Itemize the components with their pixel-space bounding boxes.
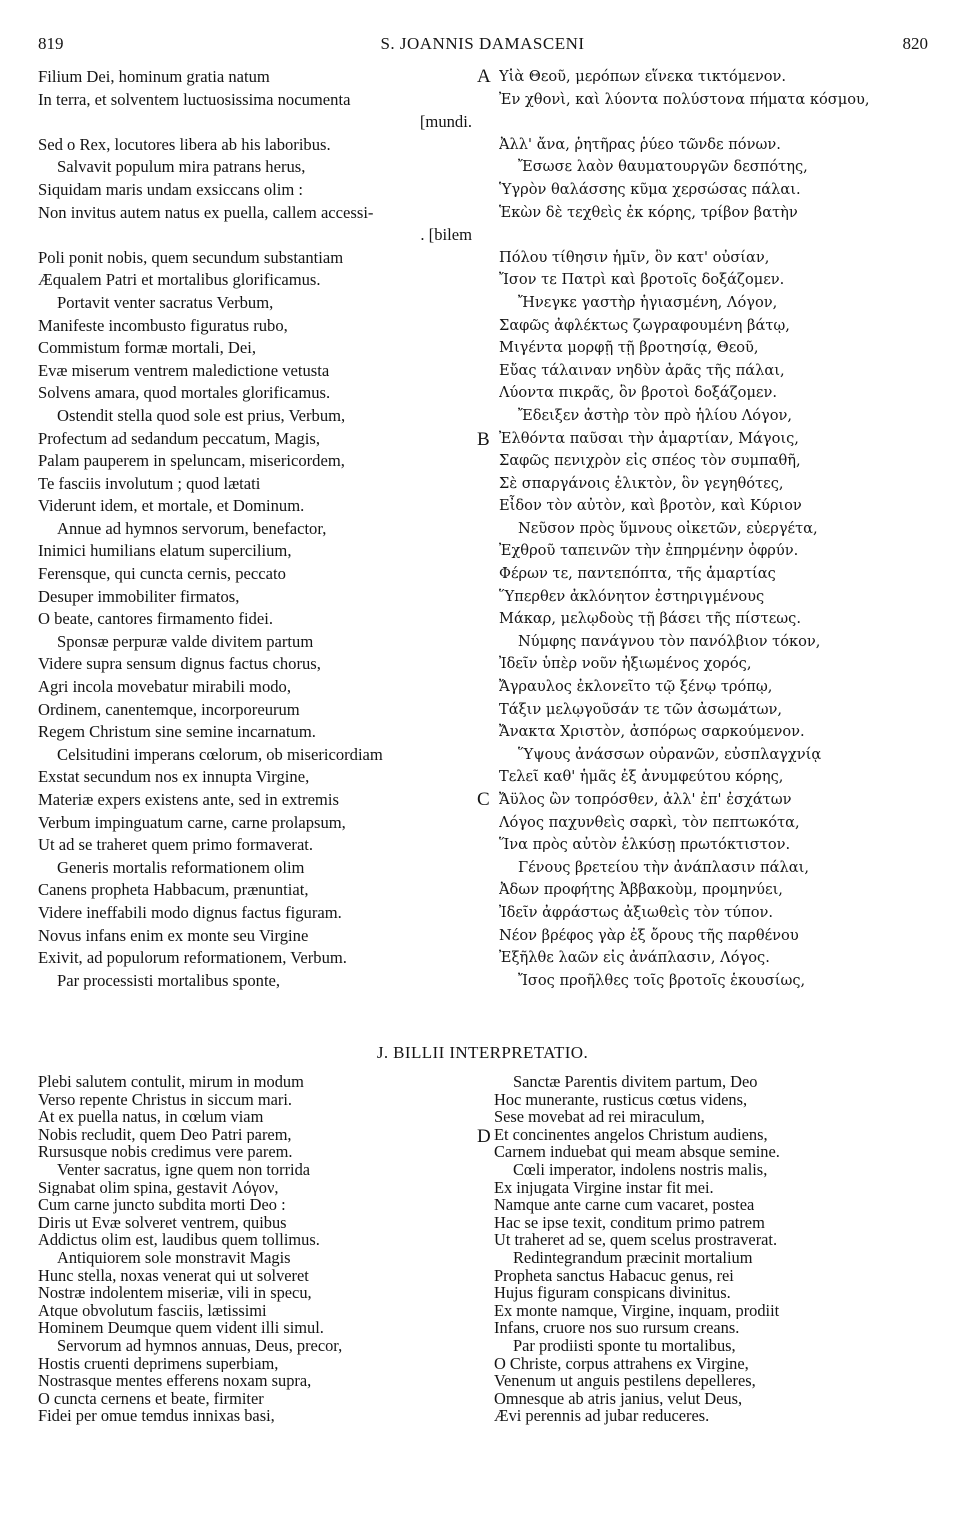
greek-verse-line: Ἤνεγκε γαστὴρ ἡγιασμένη, Λόγον, xyxy=(518,293,778,311)
verse-line: Et concinentes angelos Christum audiens, xyxy=(494,1125,768,1144)
verse-line: Celsitudini imperans cœlorum, ob misericordiam xyxy=(57,744,383,764)
greek-verse-line: Λόγος παχυνθεὶς σαρκὶ, τὸν πεπτωκότα, xyxy=(499,813,800,831)
verse-line: Hunc stella, noxas venerat qui ut solveret xyxy=(38,1266,309,1285)
verse-line: Annue ad hymnos servorum, benefactor, xyxy=(57,518,327,538)
verse-line: Carnem induebat qui meam absque semine. xyxy=(494,1143,780,1161)
greek-verse-line: Τάξιν μελῳγοῦσάν τε τῶν ἀσωμάτων, xyxy=(499,700,783,718)
greek-verse-line: Μιγέντα μορφῇ τῇ βροτησίᾳ, Θεοῦ, xyxy=(499,339,759,357)
page-header xyxy=(0,34,965,56)
verse-line: Exivit, ad populorum reformationem, Verbum. xyxy=(38,948,347,968)
verse-line: Æqualem Patri et mortalibus glorificamus. xyxy=(38,270,321,290)
greek-text-column xyxy=(499,66,929,992)
verse-line: Inimici humilians elatum supercilium, xyxy=(38,541,292,561)
verse-line: . [bilem xyxy=(420,225,472,245)
margin-marker-b: B xyxy=(477,429,490,450)
verse-line: Sanctæ Parentis divitem partum, Deo xyxy=(513,1073,758,1091)
greek-verse-line: Ἄνακτα Χριστὸν, ἀσπόρως σαρκούμενον. xyxy=(499,723,805,741)
greek-verse-line: Μάκαρ, μελῳδοὺς τῇ βάσει τῆς πίστεως. xyxy=(499,610,801,628)
verse-line: Redintegrandum præcinit mortalium xyxy=(513,1248,753,1267)
verse-line: Ut traheret ad se, quem scelus prostraverat. xyxy=(494,1231,778,1249)
verse-line: Sponsæ perpuræ valde divitem partum xyxy=(57,631,314,651)
verse-line: Addictus olim est, laudibus quem tollimus. xyxy=(38,1231,320,1249)
greek-verse-line: Εὔας τάλαιναν νηδὺν ἀρᾶς τῆς πάλαι, xyxy=(499,361,785,379)
margin-marker-d: D xyxy=(477,1126,491,1147)
greek-verse-line: Ἐν χθονὶ, καὶ λύοντα πολύστονα πήματα κόσμου, xyxy=(499,90,870,108)
verse-line: Novus infans enim ex monte seu Virgine xyxy=(38,925,309,945)
verse-line: Omnesque ab atris janius, velut Deus, xyxy=(494,1389,743,1408)
verse-line: Commistum formæ mortali, Dei, xyxy=(38,338,257,358)
verse-line: Signabat olim spina, gestavit Λόγον, xyxy=(38,1178,279,1197)
greek-verse-line: Ἑκὼν δὲ τεχθεὶς ἐκ κόρης, τρίβον βατὴν xyxy=(499,203,798,221)
greek-verse-line: Ἵνα πρὸς αὐτὸν ἑλκύσῃ πρωτόκτιστον. xyxy=(499,836,791,854)
verse-line: Agri incola movebatur mirabili modo, xyxy=(38,677,291,697)
verse-line: Manifeste incombusto figuratus rubo, xyxy=(38,315,288,335)
margin-marker-a: A xyxy=(477,66,491,87)
verse-line: Non invitus autem natus ex puella, callem accessi- xyxy=(38,202,374,222)
verse-line: Par processisti mortalibus sponte, xyxy=(57,970,281,990)
verse-line: Par prodiisti sponte tu mortalibus, xyxy=(513,1336,736,1355)
greek-verse-line: Ἐλθόντα παῦσαι τὴν ἁμαρτίαν, Μάγοις, xyxy=(499,429,799,447)
verse-line: Videre supra sensum dignus factus chorus, xyxy=(38,654,321,674)
section-heading: J. BILLII INTERPRETATIO. xyxy=(376,1043,589,1062)
verse-line: Plebi salutem contulit, mirum in modum xyxy=(38,1073,304,1091)
greek-verse-line: Ὕπερθεν ἀκλόνητον ἐστηριγμένους xyxy=(499,587,765,605)
greek-verse-line: Υἱὰ Θεοῦ, μερόπων εἵνεκα τικτόμενον. xyxy=(499,68,787,85)
greek-verse-line: Ἀδων προφήτης Ἀββακοὺμ, προμηνύει, xyxy=(499,881,783,899)
verse-line: Portavit venter sacratus Verbum, xyxy=(57,292,274,312)
billius-right-column xyxy=(494,1073,934,1425)
verse-line: Diris ut Evæ solveret ventrem, quibus xyxy=(38,1213,287,1232)
verse-line: Hostis cruenti deprimens superbiam, xyxy=(38,1354,279,1373)
greek-verse-line xyxy=(499,111,929,134)
greek-verse-line: Ὕψους ἀνάσσων οὐρανῶν, εὐσπλαγχνίᾳ xyxy=(518,745,822,763)
verse-line: Salvavit populum mira patrans herus, xyxy=(57,157,306,177)
verse-line: Verso repente Christus in siccum mari. xyxy=(38,1090,292,1109)
running-title: S. JOANNIS DAMASCENI xyxy=(380,34,585,53)
verse-line: Verbum impinguatum carne, carne prolapsum, xyxy=(38,812,346,832)
verse-line: Atque obvolutum fasciis, lætissimi xyxy=(38,1301,267,1320)
verse-line: Hujus figuram conspicans divinitus. xyxy=(494,1284,731,1302)
verse-line: Nostræ indolentem miseriæ, vili in specu, xyxy=(38,1284,312,1302)
verse-line: Fidei per omue temdus innixas basi, xyxy=(38,1407,275,1425)
greek-verse-line: Ἴσος προῆλθες τοῖς βροτοῖς ἑκουσίως, xyxy=(518,971,806,989)
verse-line: Desuper immobiliter firmatos, xyxy=(38,586,240,606)
page-number-left: 819 xyxy=(38,34,64,53)
greek-verse-line: Ὑγρὸν θαλάσσης κῦμα χερσώσας πάλαι. xyxy=(499,180,801,198)
verse-line: Materiæ expers existens ante, sed in extremis xyxy=(38,790,339,809)
verse-line: Ex injugata Virgine instar fit mei. xyxy=(494,1178,714,1197)
greek-verse-line: Λύοντα πικρᾶς, ὃν βροτοὶ δοξάζομεν. xyxy=(499,384,777,402)
verse-line: Nobis recludit, quem Deo Patri parem, xyxy=(38,1125,292,1144)
verse-line: Ordinem, canentemque, incorporeurum xyxy=(38,699,300,719)
verse-line: Te fasciis involutum ; quod lætati xyxy=(38,473,261,493)
verse-line: Ævi perennis ad jubar reduceres. xyxy=(494,1407,710,1425)
greek-verse-line: Φέρων τε, παντεπόπτα, τῆς ἁμαρτίας xyxy=(499,565,776,583)
greek-verse-line: Ἰδεῖν ὑπὲρ νοῦν ἠξιωμένος χορός, xyxy=(499,655,752,673)
greek-verse-line: Ἄγραυλος ἐκλονεῖτο τῷ ξένῳ τρόπῳ, xyxy=(499,678,773,696)
verse-line: Videre ineffabili modo dignus factus figuram. xyxy=(38,902,342,922)
margin-marker-c: C xyxy=(477,789,490,810)
latin-translation-column xyxy=(38,66,472,992)
verse-line: Regem Christum sine semine incarnatum. xyxy=(38,722,316,742)
verse-line: Ut ad se traheret quem primo formaverat. xyxy=(38,835,314,855)
greek-verse-line xyxy=(499,224,929,247)
greek-verse-line: Ἔδειξεν ἀστὴρ τὸν πρὸ ἡλίου Λόγον, xyxy=(518,406,793,424)
verse-line: Propheta sanctus Habacuc genus, rei xyxy=(494,1266,734,1285)
verse-line: Palam pauperem in speluncam, misericordem, xyxy=(38,451,345,471)
verse-line: Cœli imperator, indolens nostris malis, xyxy=(513,1160,768,1179)
verse-line: In terra, et solventem luctuosissima nocumenta xyxy=(38,89,351,109)
greek-verse-line: Νύμφης πανάγνου τὸν πανόλβιον τόκον, xyxy=(518,632,821,650)
verse-line: Ostendit stella quod sole est prius, Verbum, xyxy=(57,405,346,425)
verse-line: Hoc munerante, rusticus cœtus videns, xyxy=(494,1090,748,1109)
verse-line: Hominem Deumque quem vident illi simul. xyxy=(38,1319,324,1337)
verse-line: Namque ante carne cum vacaret, postea xyxy=(494,1196,755,1214)
greek-verse-line: Ἐξῆλθε λαῶν εἰς ἀνάπλασιν, Λόγος. xyxy=(499,949,770,967)
greek-verse-line: Νέον βρέφος γὰρ ἐξ ὄρους τῆς παρθένου xyxy=(499,926,799,944)
verse-line: O cuncta cernens et beate, firmiter xyxy=(38,1389,264,1408)
greek-verse-line: Νεῦσον πρὸς ὕμνους οἰκετῶν, εὐεργέτα, xyxy=(518,519,818,537)
verse-line: Infans, cruore nos suo rursum creans. xyxy=(494,1319,740,1337)
greek-verse-line: Ἄϋλος ὢν τοπρόσθεν, ἀλλ' ἐπ' ἐσχάτων xyxy=(499,791,792,808)
greek-verse-line: Ἀλλ' ἄνα, ῥητῆρας ῥύεο τῶνδε πόνων. xyxy=(499,135,781,153)
verse-line: Poli ponit nobis, quem secundum substantiam xyxy=(38,247,344,267)
verse-line: Servorum ad hymnos annuas, Deus, precor, xyxy=(57,1336,343,1355)
verse-line: O beate, cantores firmamento fidei. xyxy=(38,609,273,629)
verse-line: Venenum ut anguis pestilens depelleres, xyxy=(494,1372,756,1390)
greek-verse-line: Ἔσωσε λαὸν θαυματουργῶν δεσπότης, xyxy=(518,158,808,176)
verse-line: Sese movebat ad rei miraculum, xyxy=(494,1108,705,1126)
verse-line: Sed o Rex, locutores libera ab his laboribus. xyxy=(38,134,331,154)
verse-line: Evæ miserum ventrem maledictione vetusta xyxy=(38,360,330,380)
greek-verse-line: Σαφῶς ἀφλέκτως ζωγραφουμένη βάτῳ, xyxy=(499,316,790,334)
verse-line: Generis mortalis reformationem olim xyxy=(57,857,305,877)
billius-left-column xyxy=(38,1073,478,1425)
verse-line: Nostrasque mentes efferens noxam supra, xyxy=(38,1372,312,1390)
greek-verse-line: Τελεῖ καθ' ἡμᾶς ἐξ ἀνυμφεύτου κόρης, xyxy=(499,768,784,786)
verse-line: At ex puella natus, in cœlum viam xyxy=(38,1108,264,1126)
verse-line: Cum carne juncto subdita morti Deo : xyxy=(38,1196,286,1214)
verse-line: [mundi. xyxy=(419,112,472,132)
verse-line: Profectum ad sedandum peccatum, Magis, xyxy=(38,428,321,448)
greek-verse-line: Πόλου τίθησιν ἡμῖν, ὃν κατ' οὐσίαν, xyxy=(499,248,770,266)
verse-line: Hac se ipse texit, conditum primo patrem xyxy=(494,1213,765,1232)
greek-verse-line: Ἴσον τε Πατρὶ καὶ βροτοῖς δοξάζομεν. xyxy=(499,271,785,289)
verse-line: Venter sacratus, igne quem non torrida xyxy=(57,1160,311,1179)
verse-line: O Christe, corpus attrahens ex Virgine, xyxy=(494,1354,749,1373)
verse-line: Ex monte namque, Virgine, inquam, prodiit xyxy=(494,1301,780,1320)
verse-line: Siquidam maris undam exsiccans olim : xyxy=(38,179,303,199)
greek-verse-line: Εἶδον τὸν αὐτὸν, καὶ βροτὸν, καὶ Κύριον xyxy=(499,497,802,515)
verse-line: Canens propheta Habbacum, prænuntiat, xyxy=(38,880,309,900)
verse-line: Exstat secundum nos ex innupta Virgine, xyxy=(38,767,310,787)
page-number-right: 820 xyxy=(902,34,928,53)
greek-verse-line: Γένους βρετείου τὴν ἀνάπλασιν πάλαι, xyxy=(518,858,809,876)
greek-verse-line: Ἐχθροῦ ταπεινῶν τὴν ἐπηρμένην ὀφρύν. xyxy=(499,542,799,560)
greek-verse-line: Ἰδεῖν ἀφράστως ἀξιωθεὶς τὸν τύπον. xyxy=(499,903,774,921)
greek-verse-line: Σὲ σπαργάνοις ἑλικτὸν, ὃν γεγηθότες, xyxy=(499,474,784,492)
greek-verse-line: Σαφῶς πενιχρὸν εἰς σπέος τὸν συμπαθῆ, xyxy=(499,452,801,470)
verse-line: Antiquiorem sole monstravit Magis xyxy=(57,1248,291,1267)
verse-line: Rursusque nobis credimus vere parem. xyxy=(38,1143,293,1161)
verse-line: Ferensque, qui cuncta cernis, peccato xyxy=(38,564,286,584)
verse-line: Filium Dei, hominum gratia natum xyxy=(38,67,270,86)
verse-line: Solvens amara, quod mortales glorificamus. xyxy=(38,383,331,403)
verse-line: Viderunt idem, et mortale, et Dominum. xyxy=(38,496,305,516)
